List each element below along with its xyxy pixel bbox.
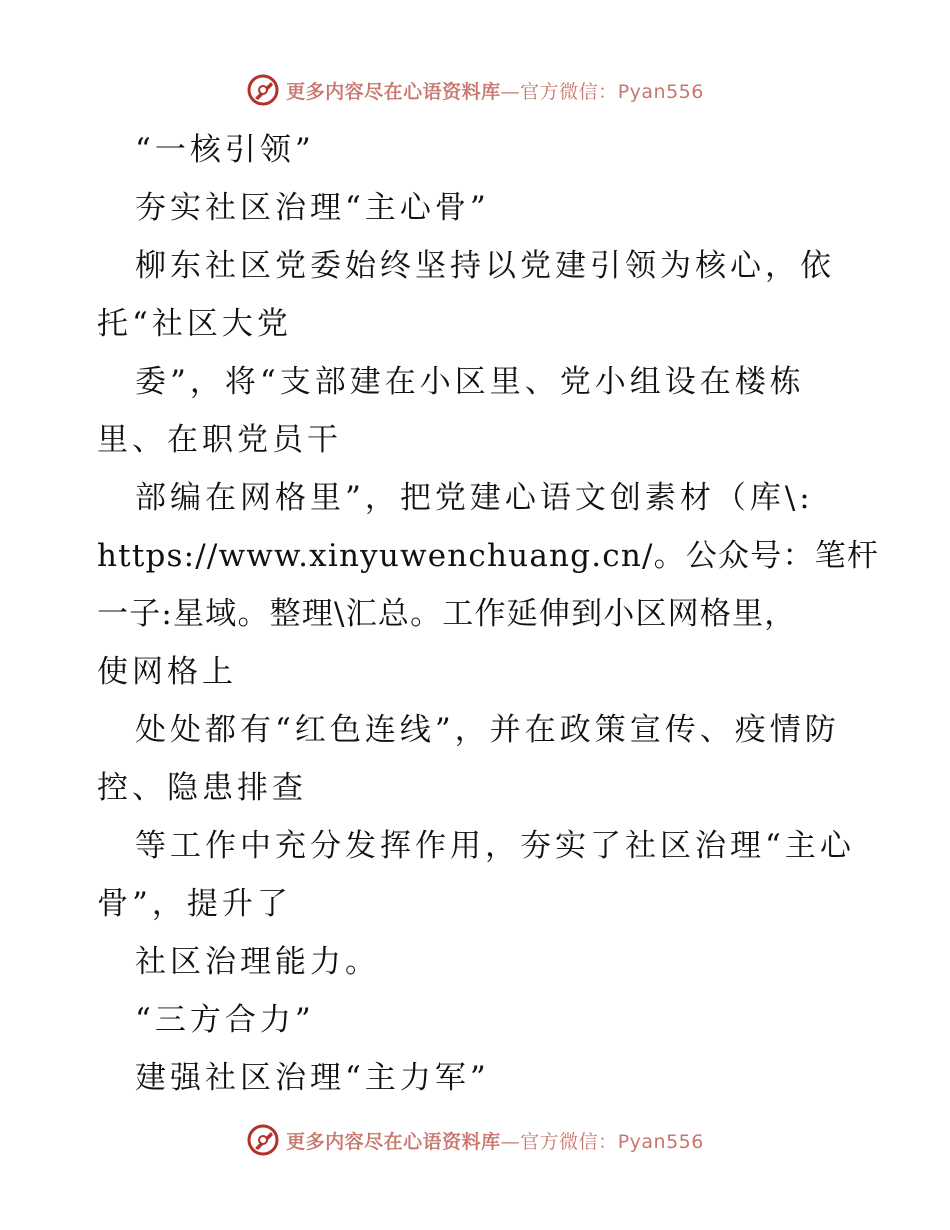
text-line: 夯实社区治理“主心骨”: [135, 190, 490, 226]
quill-logo-icon: [246, 1123, 280, 1157]
text-line: “三方合力”: [135, 1002, 315, 1038]
text-line: 建强社区治理“主力军”: [135, 1060, 490, 1096]
banner-separator: —: [500, 80, 521, 103]
header-banner: [0, 70, 950, 110]
banner-contact: Pyan556: [617, 80, 704, 103]
text-line: 处处都有“红色连线”，并在政策宣传、疫情防: [135, 712, 840, 748]
text-line: 等工作中充分发挥作用，夯实了社区治理“主心: [135, 828, 855, 864]
text-line: 社区治理能力。: [135, 944, 380, 980]
text-line: 控、隐患排查: [97, 770, 307, 806]
banner-label: 更多内容尽在心语资料库: [286, 1130, 501, 1153]
text-line: 委”，将“支部建在小区里、党小组设在楼栋: [135, 364, 805, 400]
banner-text: [286, 77, 704, 104]
document-body: [97, 121, 880, 1107]
text-line: 柳东社区党委始终坚持以党建引领为核心，依: [135, 248, 835, 284]
footer-banner: [0, 1120, 950, 1160]
banner-official: 官方微信：: [520, 80, 618, 103]
banner-text: [286, 1127, 704, 1154]
text-line: 一子:星域。整理\汇总。工作延伸到小区网格里，: [97, 596, 797, 632]
banner-official: 官方微信：: [520, 1130, 618, 1153]
text-line: 托“社区大党: [97, 306, 292, 342]
banner-contact: Pyan556: [617, 1130, 704, 1153]
text-line: “一核引领”: [135, 132, 315, 168]
text-line: 部编在网格里”，把党建心语文创素材（库\:: [135, 480, 814, 516]
text-line: 使网格上: [97, 654, 237, 690]
text-line: 骨”，提升了: [97, 886, 292, 922]
banner-separator: —: [500, 1130, 521, 1153]
text-line: https://www.xinyuwenchuang.cn/。公众号：笔杆: [97, 538, 880, 574]
text-line: 里、在职党员干: [97, 422, 342, 458]
banner-label: 更多内容尽在心语资料库: [286, 80, 501, 103]
quill-logo-icon: [246, 73, 280, 107]
